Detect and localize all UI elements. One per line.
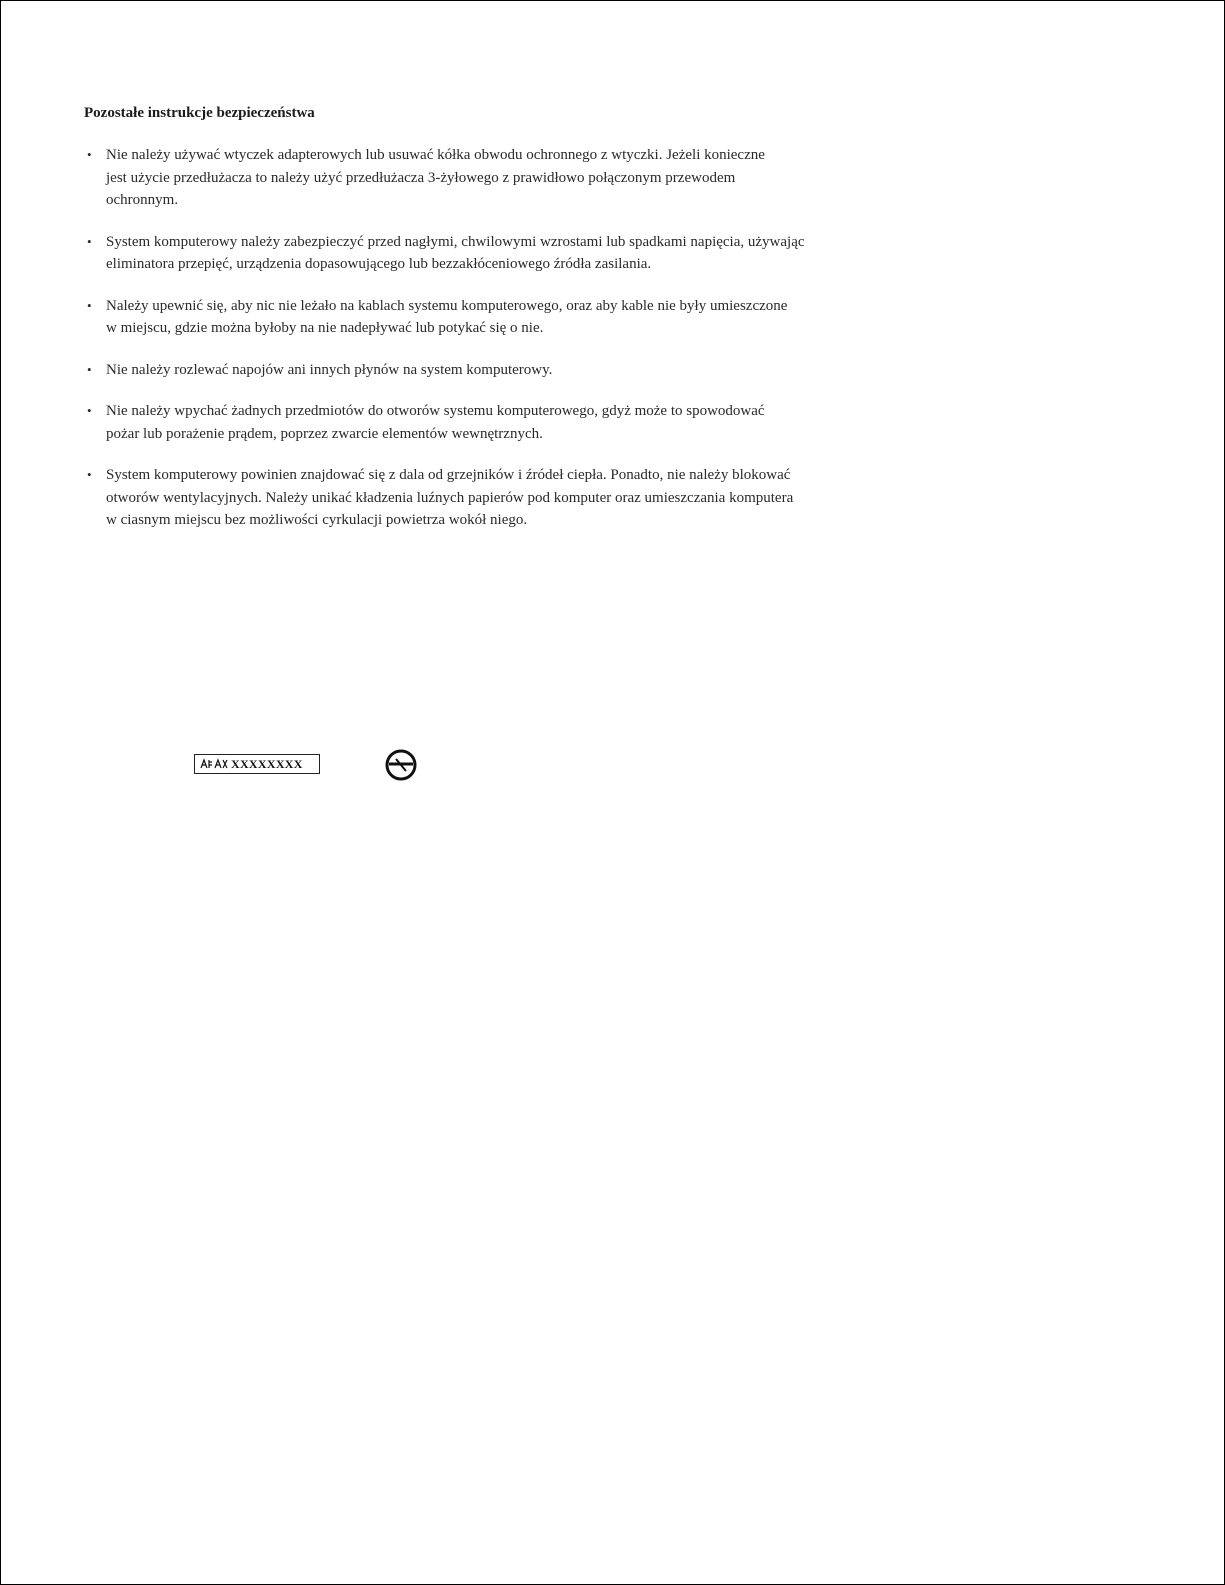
list-item <box>84 295 924 340</box>
list-item <box>84 359 924 382</box>
item-line: ochronnym. <box>106 192 179 208</box>
item-line: Nie należy rozlewać napojów ani innych płynów na system komputerowy. <box>106 361 553 378</box>
certification-mark-icon <box>199 757 229 771</box>
list-item <box>84 231 924 276</box>
certification-label-box <box>194 754 320 774</box>
item-line: otworów wentylacyjnych. Należy unikać kładzenia luźnych papierów pod komputer oraz umieszczania komputera <box>106 489 794 506</box>
item-line: System komputerowy należy zabezpieczyć przed nagłymi, chwilowymi wzrostami lub spadkami napięcia, używając <box>106 233 805 250</box>
item-line: System komputerowy powinien znajdować się z dala od grzejników i źródeł ciepła. Ponadto, nie należy blokować <box>106 467 791 483</box>
item-line: w ciasnym miejscu bez możliwości cyrkulacji powietrza wokół niego. <box>106 512 528 528</box>
item-line: Należy upewnić się, aby nic nie leżało na kablach systemu komputerowego, oraz aby kable nie były umieszczone <box>106 297 788 314</box>
list-item <box>84 464 924 532</box>
bullet-icon: • <box>87 233 92 249</box>
item-line: Nie należy używać wtyczek adapterowych lub usuwać kółka obwodu ochronnego z wtyczki. Jeżeli konieczne <box>106 147 765 163</box>
bullet-icon: • <box>87 467 92 482</box>
bullet-icon: • <box>87 361 92 377</box>
item-line: eliminatora przepięć, urządzenia dopasowującego lub bezzakłóceniowego źródła zasilania. <box>106 256 652 272</box>
safety-certification-icon <box>384 749 418 781</box>
item-line: jest użycie przedłużacza to należy użyć przedłużacza 3-żyłowego z prawidłowo połączonym przewodem <box>106 169 736 186</box>
item-line: pożar lub porażenie prądem, poprzez zwarcie elementów wewnętrznych. <box>106 425 543 442</box>
item-line: Nie należy wpychać żadnych przedmiotów do otworów systemu komputerowego, gdyż może to spowodować <box>106 403 765 419</box>
bullet-icon: • <box>87 147 92 162</box>
bullet-icon: • <box>87 403 92 418</box>
item-line: w miejscu, gdzie można byłoby na nie nadepływać lub potykać się o nie. <box>106 320 544 336</box>
safety-instructions-list <box>84 144 924 551</box>
bullet-icon: • <box>87 297 92 313</box>
certification-code: XXXXXXXX <box>231 756 303 771</box>
list-item <box>84 144 924 212</box>
list-item <box>84 400 924 445</box>
section-heading: Pozostałe instrukcje bezpieczeństwa <box>84 105 315 121</box>
